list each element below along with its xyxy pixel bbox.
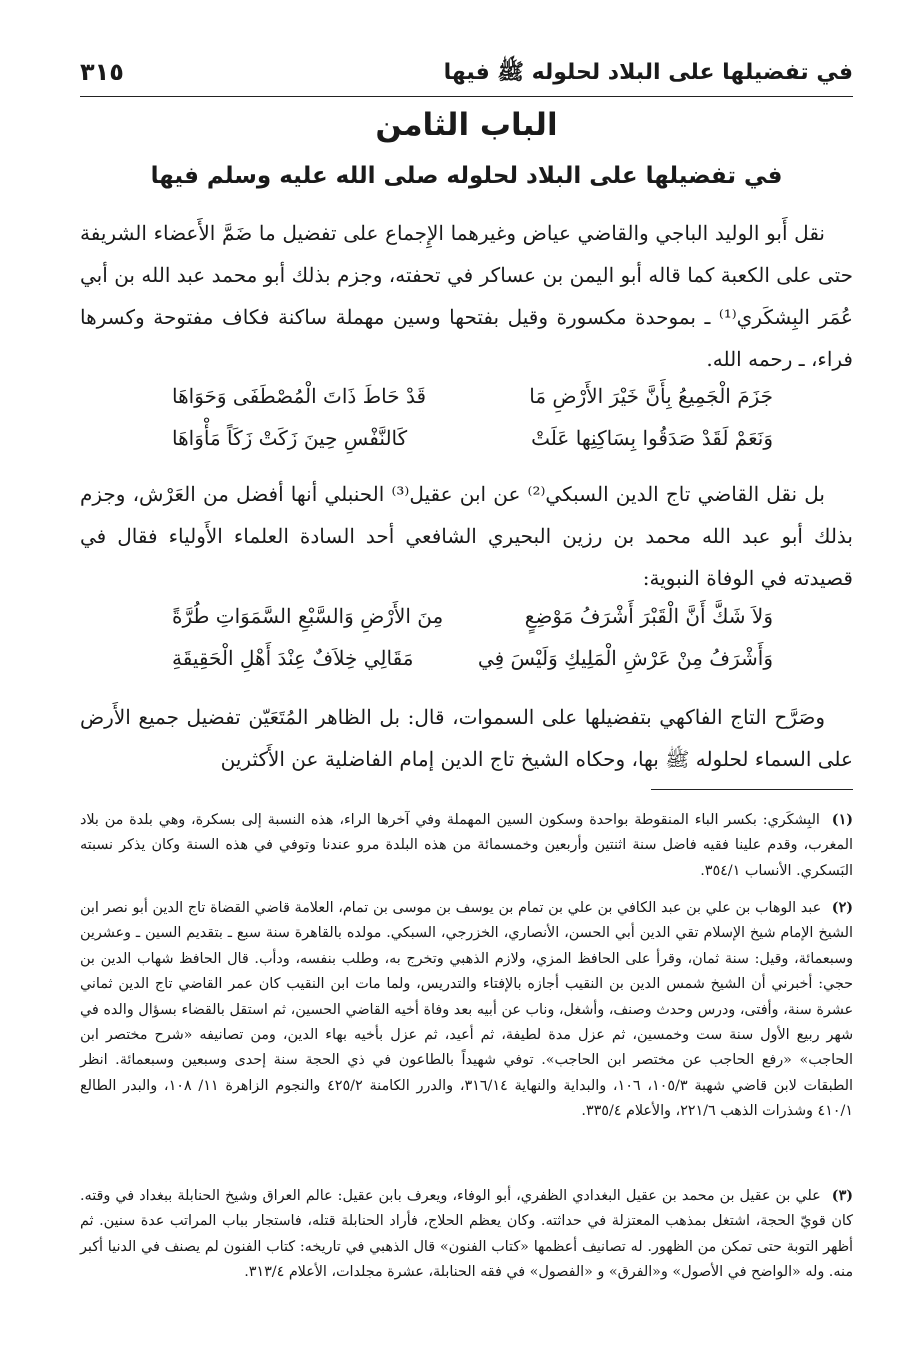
- verse-1-first-hemistich: جَزَمَ الْجَمِيعُ بِأَنَّ خَيْرَ الأَرْضِ مَا: [529, 384, 773, 408]
- verse-3-second-hemistich: مِنَ الأَرْضِ وَالسَّبْعِ السَّمَوَاتِ طُرَّةً: [172, 604, 444, 628]
- footnote-2-number: (٢): [831, 900, 854, 916]
- verse-2-second-hemistich: كَالنَّفْسِ حِينَ زَكَتْ زَكَاً مَأْوَاهَا: [172, 426, 408, 450]
- footnote-3-text: علي بن عقيل بن محمد بن عقيل البغدادي الظفري، أبو الوفاء، ويعرف بابن عقيل: عالم العراق وشيخ الحنابلة ببغداد في وقته. كان قويّ الحجة، اشتغل بمذهب المعتزلة في حداثته. وكان يعظم الحلاج، فأراد الحنابلة قتله، فاستجار بباب المراتب عدة سنين. ثم أظهر التوبة حتى تمكن من الظهور. له تصانيف أعظمها «كتاب الفنون» قال الذهبي في تاريخه: كتاب الفنون لم يصنف في الدنيا أكبر منه. وله «الواضح في الأصول» و«الفرق» و «الفصول» في فقه الحنابلة، عشرة مجلدات، الأعلام ٣١٣/٤.: [80, 1188, 853, 1281]
- verse-line-2: [80, 426, 853, 466]
- footnote-3: [80, 1184, 853, 1286]
- verse-2-first-hemistich: وَنَعَمْ لَقَدْ صَدَقُوا بِسَاكِنِها عَلَتْ: [531, 426, 773, 450]
- verse-line-4: [80, 646, 853, 686]
- verse-4-first-hemistich: وَأَشْرَفُ مِنْ عَرْشِ الْمَلِيكِ وَلَيْسَ فِي: [477, 646, 773, 670]
- footnote-2-text: عبد الوهاب بن علي بن عبد الكافي بن علي بن تمام بن يوسف بن موسى بن تمام، العلامة قاضي القضاة تاج الدين أبو نصر ابن الشيخ الإمام شيخ الإسلام تقي الدين أبي الحسن، الأنصاري، الخزرجي، السبكي. مولده بالقاهرة سنة سبع ـ بتقديم السين ـ وعشرين وسبعمائة، وقيل: سنة ثمان، وقرأ على الحافظ المزي، ولازم الذهبي وتخرج به، وطلب بنفسه، ودأب. قال الحافظ شهاب الدين بن حجي: أخبرني أن الشيخ شمس الدين بن النقيب أجازه بالإفتاء والتدريس، ولما مات ابن النقيب كان عمر القاضي تاج الدين ثماني عشرة سنة، وأفتى، ودرس وحدث وصنف، وأشغل، وناب عن أبيه بعد وفاة أخيه القاضي الحسين، ثم استقل بالقضاء بسؤال والده في شهر ربيع الأول سنة ست وخمسين، ثم عزل مدة لطيفة، ثم أعيد، ثم عزل بأخيه بهاء الدين، ومن تصانيفه «شرح مختصر ابن الحاجب» «رفع الحاجب عن مختصر ابن الحاجب». توفي شهيداً بالطاعون في ذي الحجة سنة إحدى وسبعين وسبعمائة. انظر الطبقات لابن قاضي شهبة ١٠٥/٣، ١٠٦، والبداية والنهاية ٣١٦/١٤، والدرر الكامنة ٤٢٥/٢ والنجوم الزاهرة ١١/ ١٠٨، والبدر الطالع ٤١٠/١ وشذرات الذهب ٢٢١/٦، والأعلام ٣٣٥/٤.: [80, 900, 853, 1120]
- chapter-title: الباب الثامن: [375, 107, 558, 143]
- verse-line-3: [80, 604, 853, 644]
- verse-1-second-hemistich: قَدْ حَاطَ ذَاتَ الْمُصْطَفَى وَحَوَاهَا: [172, 384, 427, 408]
- footnote-3-number: (٣): [831, 1188, 854, 1204]
- footnote-1-number: (١): [831, 812, 854, 828]
- paragraph-1: نقل أَبو الوليد الباجي والقاضي عياض وغيرهما الإِجماع على تفضيل ما ضَمَّ الأَعضاء الشريفة حتى على الكعبة كما قاله أبو اليمن بن عساكر في تحفته، وجزم بذلك أبو محمد عبد الله بن أبي عُمَر البِشكَري⁽¹⁾ ـ بموحدة مكسورة وقيل بفتحها وسين مهملة ساكنة فكاف مفتوحة وكسرها فراء، ـ رحمه الله.: [80, 221, 853, 371]
- verse-3-first-hemistich: وَلاَ شَكَّ أَنَّ الْقَبْرَ أَشْرَفُ مَوْضِعٍ: [524, 604, 773, 628]
- running-title: في تفضيلها على البلاد لحلوله ﷺ فيها: [443, 60, 853, 85]
- footnote-1: [80, 808, 853, 884]
- paragraph-3: وصَرَّح التاج الفاكهي بتفضيلها على السموات، قال: بل الظاهر المُتَعَيّن تفضيل جميع الأَرض على السماء لحلوله ﷺ بها، وحكاه الشيخ تاج الدين إمام الفاضلية عن الأَكثرين: [80, 705, 853, 771]
- footnote-divider: [651, 789, 853, 790]
- footnote-1-text: البِشكَري: بكسر الباء المنقوطة بواحدة وسكون السين المهملة وفي آخرها الراء، هذه النسبة إلى بسكرة، وهي بلدة من بلاد المغرب، وقدم علينا فقيه فاضل سنة اثنتين وأربعين وخمسمائة من هذه البلدة مرو عندنا وتوفي في هذه السنة وكان يذكر نسبته البَسكري. الأنساب ٣٥٤/١.: [80, 812, 853, 879]
- chapter-subtitle: في تفضيلها على البلاد لحلوله صلى الله عليه وسلم فيها: [150, 163, 783, 189]
- paragraph-2: بل نقل القاضي تاج الدين السبكي⁽²⁾ عن ابن عقيل⁽³⁾ الحنبلي أنها أفضل من العَرْش، وجزم بذلك أبو عبد الله محمد بن رزين البحيري الشافعي أحد السادة العلماء الأَولياء فقال في قصيدته في الوفاة النبوية:: [80, 482, 853, 590]
- page-number: ٣١٥: [80, 58, 124, 86]
- verse-line-1: [80, 384, 853, 424]
- footnote-2: [80, 896, 853, 1125]
- running-header: [80, 50, 853, 97]
- verse-4-second-hemistich: مَقَالِي خِلاَفٌ عِنْدَ أَهْلِ الْحَقِيقَةِ: [172, 646, 414, 670]
